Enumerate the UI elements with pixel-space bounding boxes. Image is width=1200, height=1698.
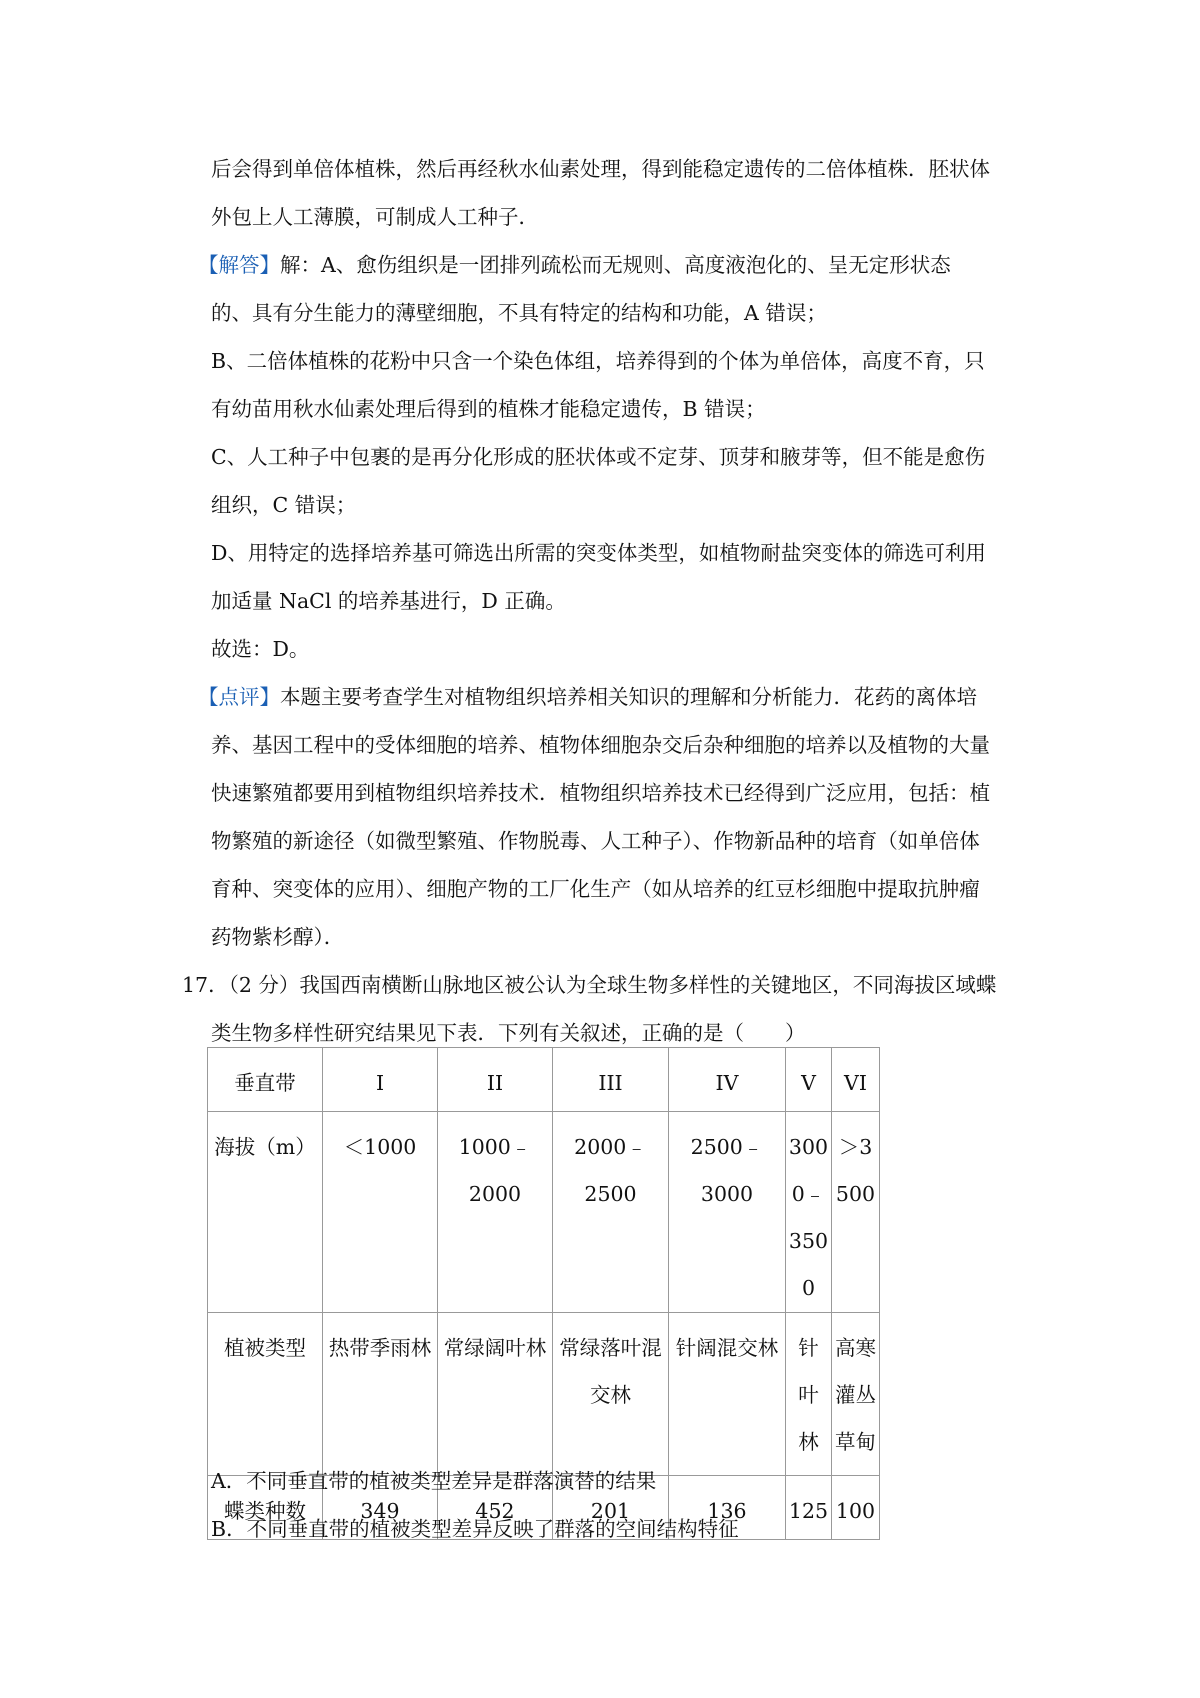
table-cell: 100 bbox=[832, 1476, 880, 1540]
table-cell: 高寒灌丛草甸 bbox=[832, 1313, 880, 1476]
paragraph-line bbox=[211, 299, 1031, 327]
table-cell: 蝶类种数 bbox=[208, 1476, 323, 1540]
table-cell: 针阔混交林 bbox=[669, 1313, 786, 1476]
text: 有幼苗用秋水仙素处理后得到的植株才能稳定遗传，B 错误； bbox=[211, 397, 766, 421]
text: 组织，C 错误； bbox=[211, 493, 357, 517]
table-cell: 常绿落叶混交林 bbox=[553, 1313, 669, 1476]
paragraph-line bbox=[211, 827, 1031, 855]
text: D、用特定的选择培养基可筛选出所需的突变体类型，如植物耐盐突变体的筛选可利用 bbox=[211, 541, 986, 565]
table-cell: 针叶林 bbox=[786, 1313, 832, 1476]
table-cell: IV bbox=[669, 1048, 786, 1112]
paragraph-line bbox=[211, 875, 1031, 903]
table-row bbox=[208, 1112, 880, 1313]
table-cell: III bbox=[553, 1048, 669, 1112]
table-cell: 136 bbox=[669, 1476, 786, 1540]
question-line bbox=[211, 1019, 1031, 1047]
table-cell: ＞3500 bbox=[832, 1112, 880, 1313]
comment-heading-line bbox=[198, 683, 1018, 711]
paragraph-line bbox=[211, 155, 1031, 183]
paragraph-line bbox=[211, 923, 1031, 951]
table-cell: VI bbox=[832, 1048, 880, 1112]
table-cell: I bbox=[323, 1048, 438, 1112]
text: 药物紫杉醇）． bbox=[211, 925, 345, 949]
paragraph-line bbox=[211, 731, 1031, 759]
option-text: A．不同垂直带的植被类型差异是群落演替的结果 bbox=[211, 1469, 657, 1493]
question-line bbox=[182, 971, 1002, 999]
table-row bbox=[208, 1313, 880, 1476]
paragraph-line bbox=[211, 491, 1031, 519]
text: 物繁殖的新途径（如微型繁殖、作物脱毒、人工种子）、作物新品种的培育（如单倍体 bbox=[211, 829, 980, 853]
table-cell: ＜1000 bbox=[323, 1112, 438, 1313]
table-cell: 1000﹣2000 bbox=[438, 1112, 553, 1313]
paragraph-line bbox=[211, 347, 1031, 375]
table-cell: 常绿阔叶林 bbox=[438, 1313, 553, 1476]
table-cell: 125 bbox=[786, 1476, 832, 1540]
paragraph-line bbox=[211, 779, 1031, 807]
table-cell: 452 bbox=[438, 1476, 553, 1540]
table-cell: 植被类型 bbox=[208, 1313, 323, 1476]
paragraph-line bbox=[211, 635, 1031, 663]
table-cell: 2500﹣3000 bbox=[669, 1112, 786, 1313]
answer-option[interactable] bbox=[211, 1515, 1031, 1543]
text: 养、基因工程中的受体细胞的培养、植物体细胞杂交后杂种细胞的培养以及植物的大量 bbox=[211, 733, 990, 757]
paragraph-line bbox=[211, 443, 1031, 471]
table-cell: 热带季雨林 bbox=[323, 1313, 438, 1476]
text: 后会得到单倍体植株，然后再经秋水仙素处理，得到能稳定遗传的二倍体植株．胚状体 bbox=[211, 157, 990, 181]
text: 育种、突变体的应用）、细胞产物的工厂化生产（如从培养的红豆杉细胞中提取抗肿瘤 bbox=[211, 877, 980, 901]
table-cell: II bbox=[438, 1048, 553, 1112]
table-cell: 2000﹣2500 bbox=[553, 1112, 669, 1313]
paragraph-line bbox=[211, 203, 1031, 231]
option-text: B．不同垂直带的植被类型差异反映了群落的空间结构特征 bbox=[211, 1517, 739, 1541]
table-cell: 349 bbox=[323, 1476, 438, 1540]
text: 快速繁殖都要用到植物组织培养技术．植物组织培养技术已经得到广泛应用，包括：植 bbox=[211, 781, 990, 805]
table-cell: 201 bbox=[553, 1476, 669, 1540]
text: 的、具有分生能力的薄壁细胞，不具有特定的结构和功能，A 错误； bbox=[211, 301, 827, 325]
text: 外包上人工薄膜，可制成人工种子． bbox=[211, 205, 539, 229]
table-cell: 海拔（m） bbox=[208, 1112, 323, 1313]
answer-option[interactable] bbox=[211, 1467, 1031, 1495]
comment-tag: 【点评】 bbox=[198, 685, 280, 709]
text: 故选：D。 bbox=[211, 637, 310, 661]
answer-heading-line bbox=[198, 251, 1018, 279]
table-cell: 垂直带 bbox=[208, 1048, 323, 1112]
table-cell: V bbox=[786, 1048, 832, 1112]
text: 加适量 NaCl 的培养基进行，D 正确。 bbox=[211, 589, 566, 613]
table-cell: 3000﹣3500 bbox=[786, 1112, 832, 1313]
text: C、人工种子中包裹的是再分化形成的胚状体或不定芽、顶芽和腋芽等，但不能是愈伤 bbox=[211, 445, 986, 469]
text: 解：A、愈伤组织是一团排列疏松而无规则、高度液泡化的、呈无定形状态 bbox=[280, 253, 951, 277]
answer-tag: 【解答】 bbox=[198, 253, 280, 277]
table-row bbox=[208, 1048, 880, 1112]
paragraph-line bbox=[211, 539, 1031, 567]
question-stem: （2 分）我国西南横断山脉地区被公认为全球生物多样性的关键地区，不同海拔区域蝶 bbox=[228, 973, 997, 997]
question-stem: 类生物多样性研究结果见下表．下列有关叙述，正确的是（ ） bbox=[211, 1021, 806, 1045]
text: 本题主要考查学生对植物组织培养相关知识的理解和分析能力．花药的离体培 bbox=[280, 685, 977, 709]
text: B、二倍体植株的花粉中只含一个染色体组，培养得到的个体为单倍体，高度不育，只 bbox=[211, 349, 985, 373]
paragraph-line bbox=[211, 587, 1031, 615]
paragraph-line bbox=[211, 395, 1031, 423]
question-number: 17． bbox=[182, 973, 229, 997]
